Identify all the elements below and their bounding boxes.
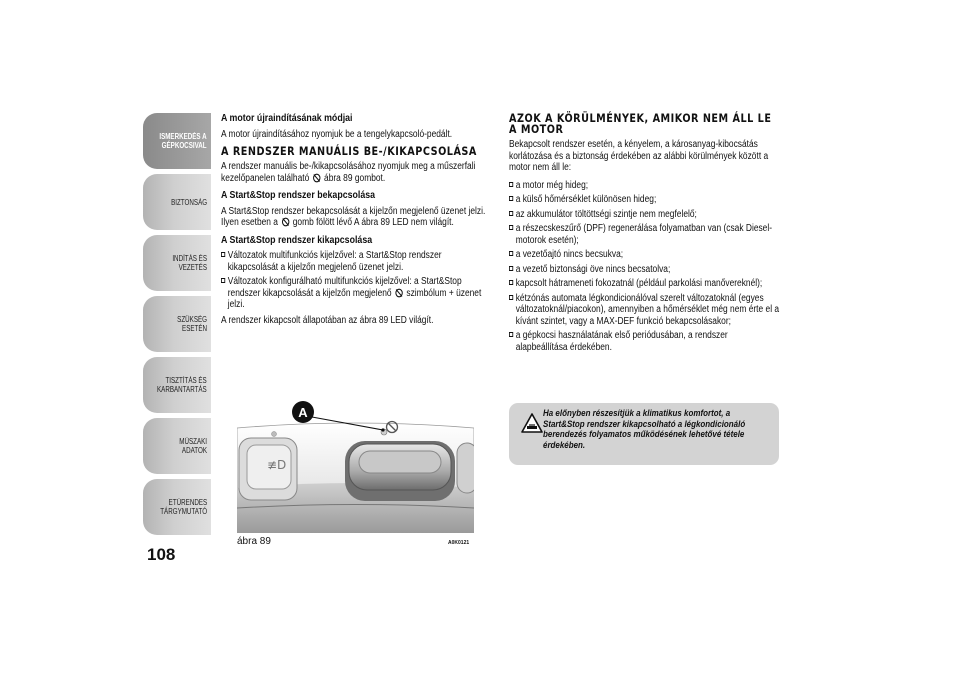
tab-biztonsag[interactable] (143, 174, 211, 230)
start-stop-off-icon (281, 217, 289, 227)
list-item: a külső hőmérséklet különösen hideg; (509, 194, 781, 206)
list-item: Változatok konfigurálható multifunkciós kijelzővel: a Start&Stop rendszer kikapcsolását a kijelzőn megjelenő szimbólum + üzenet jelzi. (221, 276, 493, 311)
list-item: a részecskeszűrő (DPF) regenerálása folyamatban van (csak Diesel-motorok esetén); (509, 223, 781, 246)
page-number: 108 (147, 545, 176, 564)
tab-label: BIZTONSÁG (171, 197, 207, 207)
paragraph: A motor újraindításához nyomjuk be a tengelykapcsoló-pedált. (221, 128, 453, 140)
section-heading: A motor újraindításának módjai (221, 112, 353, 124)
tab-tisztitas[interactable] (143, 357, 211, 413)
left-column (221, 113, 493, 332)
list-item: a vezetőajtó nincs becsukva; (509, 249, 781, 261)
list-item: kapcsolt hátrameneti fokozatnál (például parkolási manővereknél); (509, 278, 781, 290)
start-stop-off-icon (395, 288, 403, 298)
paragraph: Bekapcsolt rendszer esetén, a kényelem, a károsanyag-kibocsátás korlátozása és a biztonság érdekében az alábbi körülmények között a motor nem áll le: (509, 139, 769, 173)
section-title: AZOK A KÖRÜLMÉNYEK, AMIKOR NEM ÁLL LE A MOTOR (509, 111, 772, 136)
list-item: a vezető biztonsági öve nincs becsatolva; (509, 264, 781, 276)
list-item: az akkumulátor töltöttségi szintje nem megfelelő; (509, 209, 781, 221)
chapter-tabs (143, 113, 211, 540)
paragraph: A Start&Stop rendszer bekapcsolását a kijelzőn megjelenő üzenet jelzi. Ilyen esetben a gomb fölött lévő A ábra 89 LED nem világít. (221, 205, 486, 228)
tab-label: SZÜKSÉG ESETÉN (177, 315, 207, 333)
svg-text:≢D: ≢D (267, 458, 287, 472)
figure-code: A0K0121 (448, 540, 470, 546)
start-stop-off-icon (312, 173, 320, 183)
tab-label: ETŰRENDES TÁRGYMUTATÓ (160, 498, 207, 516)
dashboard-illustration (237, 383, 474, 533)
paragraph: A rendszer kikapcsolt állapotában az ábra 89 LED világít. (221, 314, 434, 326)
list-item: a motor még hideg; (509, 180, 781, 192)
tab-label: TISZTÍTÁS ÉS KARBANTARTÁS (157, 376, 207, 394)
list-item: kétzónás automata légkondicionálóval szerelt változatoknál (egyes változatoknál/piacokon), amennyiben a hőmérséklet még nem érte el a kívánt szintet, vagy a MAX-DEF funkció bekapcsolásakor; (509, 293, 781, 328)
tab-inditas[interactable] (143, 235, 211, 291)
bullet-list (221, 250, 493, 311)
list-item: a gépkocsi használatának első periódusában, a rendszer alapbeállítása érdekében. (509, 330, 781, 353)
figure-marker: A (298, 405, 308, 420)
tab-ismerkedes[interactable] (143, 113, 211, 169)
tab-szukseg[interactable] (143, 296, 211, 352)
note-box (509, 403, 779, 465)
tab-label: MŰSZAKI ADATOK (179, 437, 207, 455)
figure-caption: ábra 89 (237, 536, 271, 547)
tab-muszaki[interactable] (143, 418, 211, 474)
warning-triangle-icon (521, 413, 543, 433)
section-title: A RENDSZER MANUÁLIS BE-/KIKAPCSOLÁSA (221, 144, 477, 158)
tab-label: INDÍTÁS ÉS VEZETÉS (172, 254, 207, 272)
section-heading: A Start&Stop rendszer kikapcsolása (221, 233, 373, 246)
bullet-list (509, 180, 781, 354)
list-item: Változatok multifunkciós kijelzővel: a Start&Stop rendszer kikapcsolását a kijelzőn megjelenő üzenet jelzi. (221, 250, 493, 273)
section-heading: A Start&Stop rendszer bekapcsolása (221, 189, 376, 201)
tab-label: ISMERKEDÉS A GÉPKOCSIVAL (159, 132, 207, 150)
figure-89 (237, 383, 474, 533)
paragraph: A rendszer manuális be-/kikapcsolásához nyomjuk meg a műszerfali kezelőpanelen található ábra 89 gombot. (221, 161, 476, 184)
right-column (509, 113, 781, 357)
tab-targymutato[interactable] (143, 479, 211, 535)
note-text: Ha előnyben részesítjük a klimatikus komfortot, a Start&Stop rendszer kikapcsolható a légkondicionáló berendezés folyamatos működésének lehetővé tétele érdekében. (543, 408, 746, 451)
